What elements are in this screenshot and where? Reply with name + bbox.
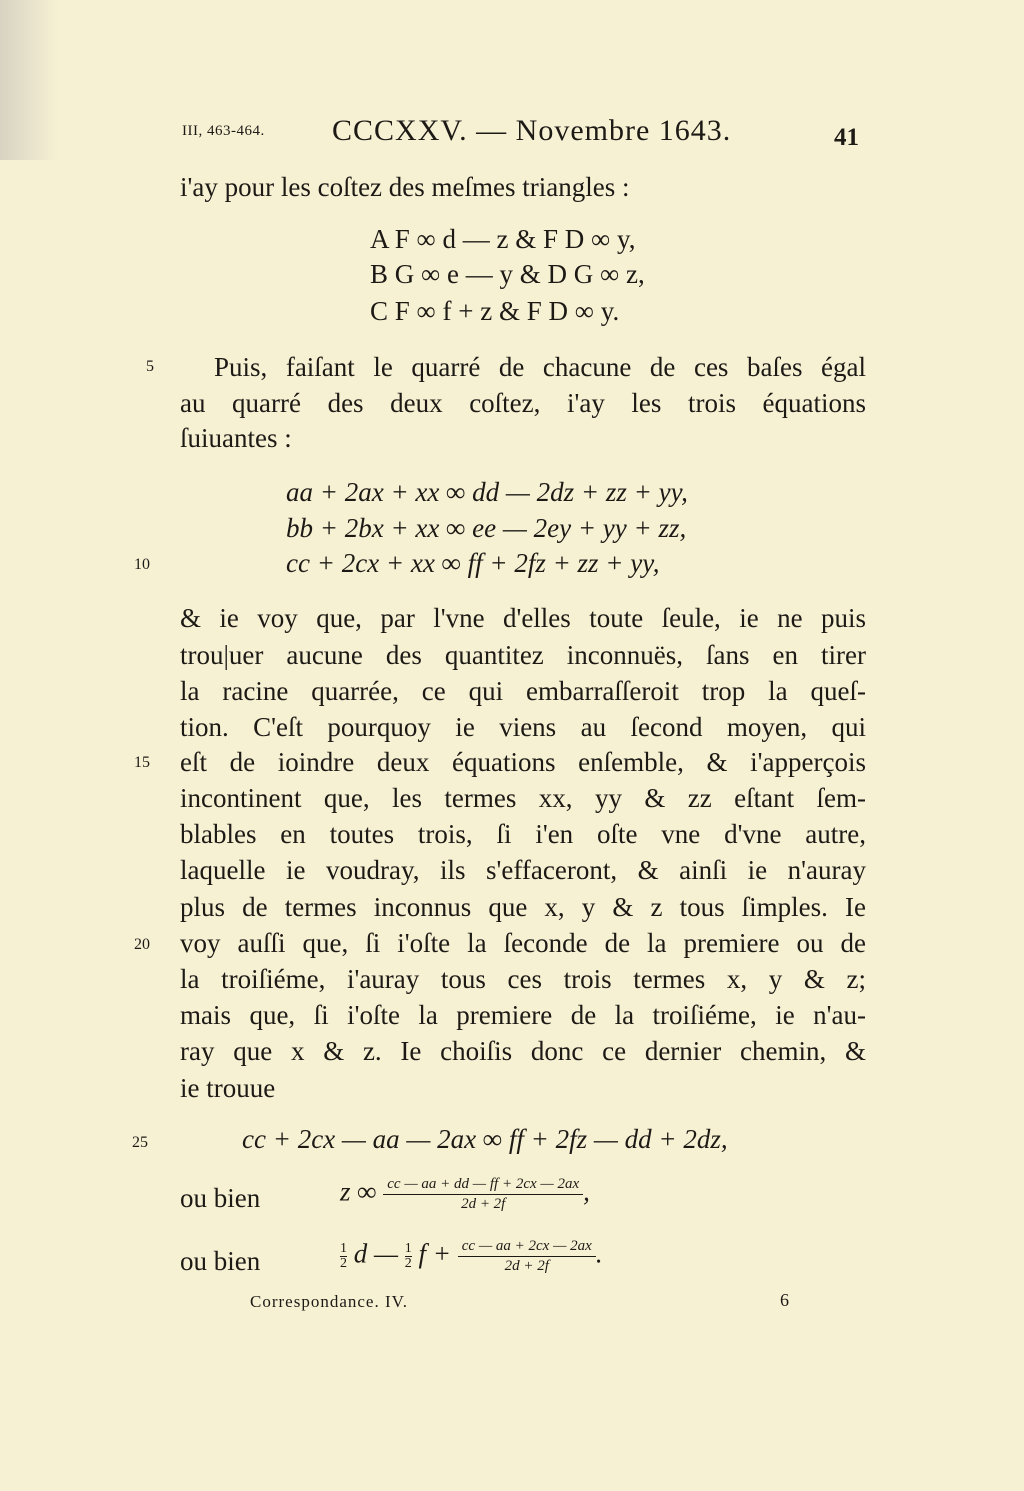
paragraph-line: au quarré des deux coſtez, i'ay les trois équations <box>180 388 866 418</box>
ou-bien-lhs: z ∞ <box>340 1176 377 1207</box>
fraction-denominator: 2d + 2f <box>504 1258 549 1274</box>
punctuation: , <box>583 1176 590 1207</box>
paragraph-line: plus de termes inconnus que x, y & z tous ſimples. Ie <box>180 892 866 922</box>
paragraph-line: trou|uer aucune des quantitez inconnuës, ſans en tirer <box>180 640 866 670</box>
square-equation: bb + 2bx + xx ∞ ee — 2ey + yy + zz, <box>286 513 687 543</box>
footer-title: Correspondance. IV. <box>250 1292 408 1311</box>
paragraph-line: tion. C'eſt pourquoy ie viens au ſecond moyen, qui <box>180 712 866 742</box>
ou-bien-expression <box>340 1238 603 1275</box>
paragraph-line: voy auſſi que, ſi i'oſte la ſeconde de la premiere ou de <box>180 928 866 958</box>
paragraph-line: ſuiuantes : <box>180 423 292 453</box>
line-number: 20 <box>134 936 150 953</box>
footer-signature: 6 <box>780 1290 789 1310</box>
header-title: CCCXXV. — Novembre 1643. <box>332 114 732 147</box>
side-equation: C F ∞ f + z & F D ∞ y. <box>370 296 620 326</box>
fraction-denominator: 2d + 2f <box>461 1196 506 1212</box>
side-equation: B G ∞ e — y & D G ∞ z, <box>370 259 645 289</box>
half-fraction <box>340 1242 347 1271</box>
ou-bien-label: ou bien <box>180 1246 261 1276</box>
term-d: d — <box>353 1238 399 1269</box>
ou-bien-label: ou bien <box>180 1183 261 1213</box>
paragraph-line: ie trouue <box>180 1073 276 1103</box>
punctuation: . <box>595 1238 603 1269</box>
side-equation: A F ∞ d — z & F D ∞ y, <box>370 224 636 254</box>
paragraph-line: blables en toutes trois, ſi i'en oſte vne d'vne autre, <box>180 819 866 849</box>
paragraph-line: & ie voy que, par l'vne d'elles toute ſeule, ie ne puis <box>180 603 866 633</box>
fraction-numerator: cc — aa + 2cx — 2ax <box>458 1238 596 1257</box>
header-reference: III, 463-464. <box>182 123 265 139</box>
term-f: f + <box>418 1238 451 1269</box>
intro-line: i'ay pour les coſtez des meſmes triangles : <box>180 172 630 202</box>
paragraph-line: la racine quarrée, ce qui embarraſſeroit trop la queſ- <box>180 676 866 706</box>
page-edge-shadow <box>0 0 60 160</box>
half-denominator: 2 <box>340 1256 347 1271</box>
half-fraction <box>405 1242 412 1271</box>
paragraph-line: incontinent que, les termes xx, yy & zz eſtant ſem- <box>180 783 866 813</box>
half-denominator: 2 <box>404 1256 412 1271</box>
paragraph-line: ray que x & z. Ie choiſis donc ce dernier chemin, & <box>180 1036 866 1066</box>
paragraph-line: la troiſiéme, i'auray tous ces trois termes x, y & z; <box>180 964 866 994</box>
half-numerator: 1 <box>404 1241 412 1256</box>
line-number: 5 <box>146 358 154 375</box>
paragraph-line: laquelle ie voudray, ils s'effaceront, & ainſi ie n'auray <box>180 855 866 885</box>
page-number: 41 <box>834 124 859 151</box>
fraction <box>458 1238 596 1275</box>
line-number: 25 <box>132 1134 148 1151</box>
line-number: 15 <box>134 754 150 771</box>
ou-bien-expression <box>340 1176 590 1213</box>
final-equation: cc + 2cx — aa — 2ax ∞ ff + 2fz — dd + 2dz, <box>242 1124 728 1154</box>
square-equation: cc + 2cx + xx ∞ ff + 2fz + zz + yy, <box>286 548 660 578</box>
fraction-numerator: cc — aa + dd — ff + 2cx — 2ax <box>383 1176 583 1195</box>
square-equation: aa + 2ax + xx ∞ dd — 2dz + zz + yy, <box>286 477 688 507</box>
fraction <box>383 1176 583 1213</box>
paragraph-line: Puis, faiſant le quarré de chacune de ces baſes égal <box>214 352 866 382</box>
half-numerator: 1 <box>340 1241 347 1256</box>
paragraph-line: eſt de ioindre deux équations enſemble, & i'apperçois <box>180 747 866 777</box>
line-number: 10 <box>134 556 150 573</box>
paragraph-line: mais que, ſi i'oſte la premiere de la troiſiéme, ie n'au- <box>180 1000 866 1030</box>
